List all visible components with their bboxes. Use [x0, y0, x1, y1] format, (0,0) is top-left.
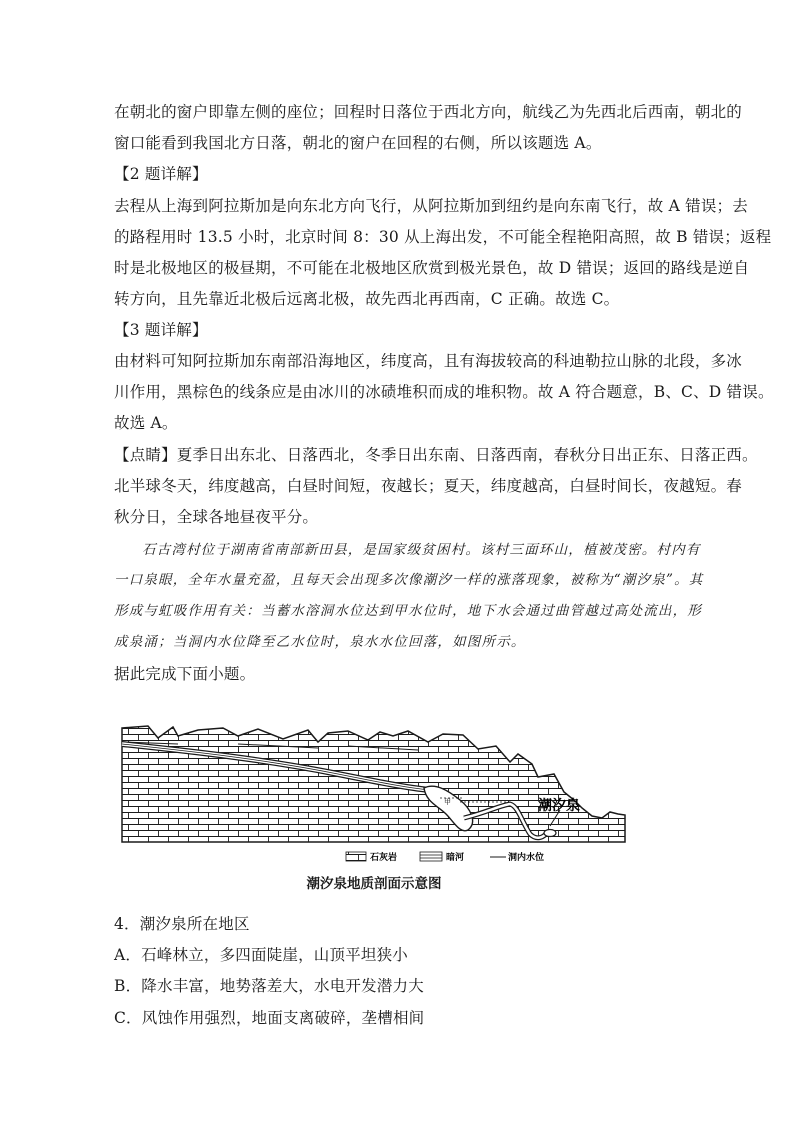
analysis-line: 时是北极地区的极昼期，不可能在北极地区欣赏到极光景色，故 D 错误；返回的路线是逆自: [114, 259, 750, 277]
material-line: 成泉涌；当洞内水位降至乙水位时，泉水水位回落，如图所示。: [114, 634, 526, 650]
legend-water-level-label: 洞内水位: [508, 853, 545, 863]
profile-diagram: [118, 722, 630, 892]
analysis-line: 的路程用时 13.5 小时，北京时间 8：30 从上海出发，不可能全程艳阳高照，故 B 错误；返程: [114, 228, 772, 246]
heading-q3-detail: 【3 题详解】: [114, 321, 208, 339]
option-c: C．风蚀作用强烈，地面支离破碎，垄槽相间: [114, 1009, 425, 1027]
heading-q2-detail: 【2 题详解】: [114, 165, 208, 183]
legend-limestone-swatch: [346, 852, 366, 861]
analysis-line: 由材料可知阿拉斯加东南部沿海地区，纬度高，且有海拔较高的科迪勒拉山脉的北段，多冰: [114, 352, 743, 370]
material-line: 一口泉眼，全年水量充盈，且每天会出现多次像潮汐一样的涨落现象，被称为“潮汐泉”。其: [114, 572, 704, 588]
geologic-profile-figure: [118, 722, 630, 892]
instruction-text: 据此完成下面小题。: [114, 665, 256, 683]
material-line: 形成与虹吸作用有关：当蓄水溶洞水位达到甲水位时，地下水会通过曲管越过高处流出，形: [114, 603, 702, 619]
analysis-line: 转方向，且先靠近北极后远离北极，故先西北再西南，C 正确。故选 C。: [114, 290, 620, 308]
legend: [346, 851, 544, 863]
analysis-line: 川作用，黑棕色的线条应是由冰川的冰碛堆积而成的堆积物。故 A 符合题意，B、C、D 错误。: [114, 383, 774, 401]
analysis-line: 去程从上海到阿拉斯加是向东北方向飞行，从阿拉斯加到纽约是向东南飞行，故 A 错误；去: [114, 197, 748, 215]
legend-limestone-label: 石灰岩: [370, 853, 398, 863]
option-a: A．石峰林立，多四面陡崖，山顶平坦狭小: [114, 946, 408, 964]
legend-river-label: 暗河: [446, 853, 465, 863]
question-stem: 4．潮汐泉所在地区: [114, 915, 250, 933]
analysis-line: 窗口能看到我国北方日落，朝北的窗户在回程的右侧，所以该题选 A。: [114, 134, 602, 152]
key-point-line: 【点睛】夏季日出东北、日落西北，冬季日出东南、日落西南，春秋分日出正东、日落正西。: [114, 446, 758, 464]
material-line: 石古湾村位于湖南省南部新田县，是国家级贫困村。该村三面环山，植被茂密。村内有: [142, 542, 701, 558]
option-b: B．降水丰富，地势落差大，水电开发潜力大: [114, 977, 424, 995]
key-point-line: 秋分日，全球各地昼夜平分。: [114, 508, 319, 526]
analysis-line: 在朝北的窗户即靠左侧的座位；回程时日落位于西北方向，航线乙为先西北后西南，朝北的: [114, 103, 743, 121]
spring-label: 潮汐泉: [538, 798, 580, 814]
legend-river-swatch: [420, 852, 442, 861]
key-point-line: 北半球冬天，纬度越高，白昼时间短，夜越长；夏天，纬度越高，白昼时间长，夜越短。春: [114, 477, 743, 495]
figure-caption: 潮汐泉地质剖面示意图: [306, 876, 442, 892]
water-level-mark: 甲: [444, 798, 451, 806]
analysis-line: 故选 A。: [114, 414, 178, 432]
